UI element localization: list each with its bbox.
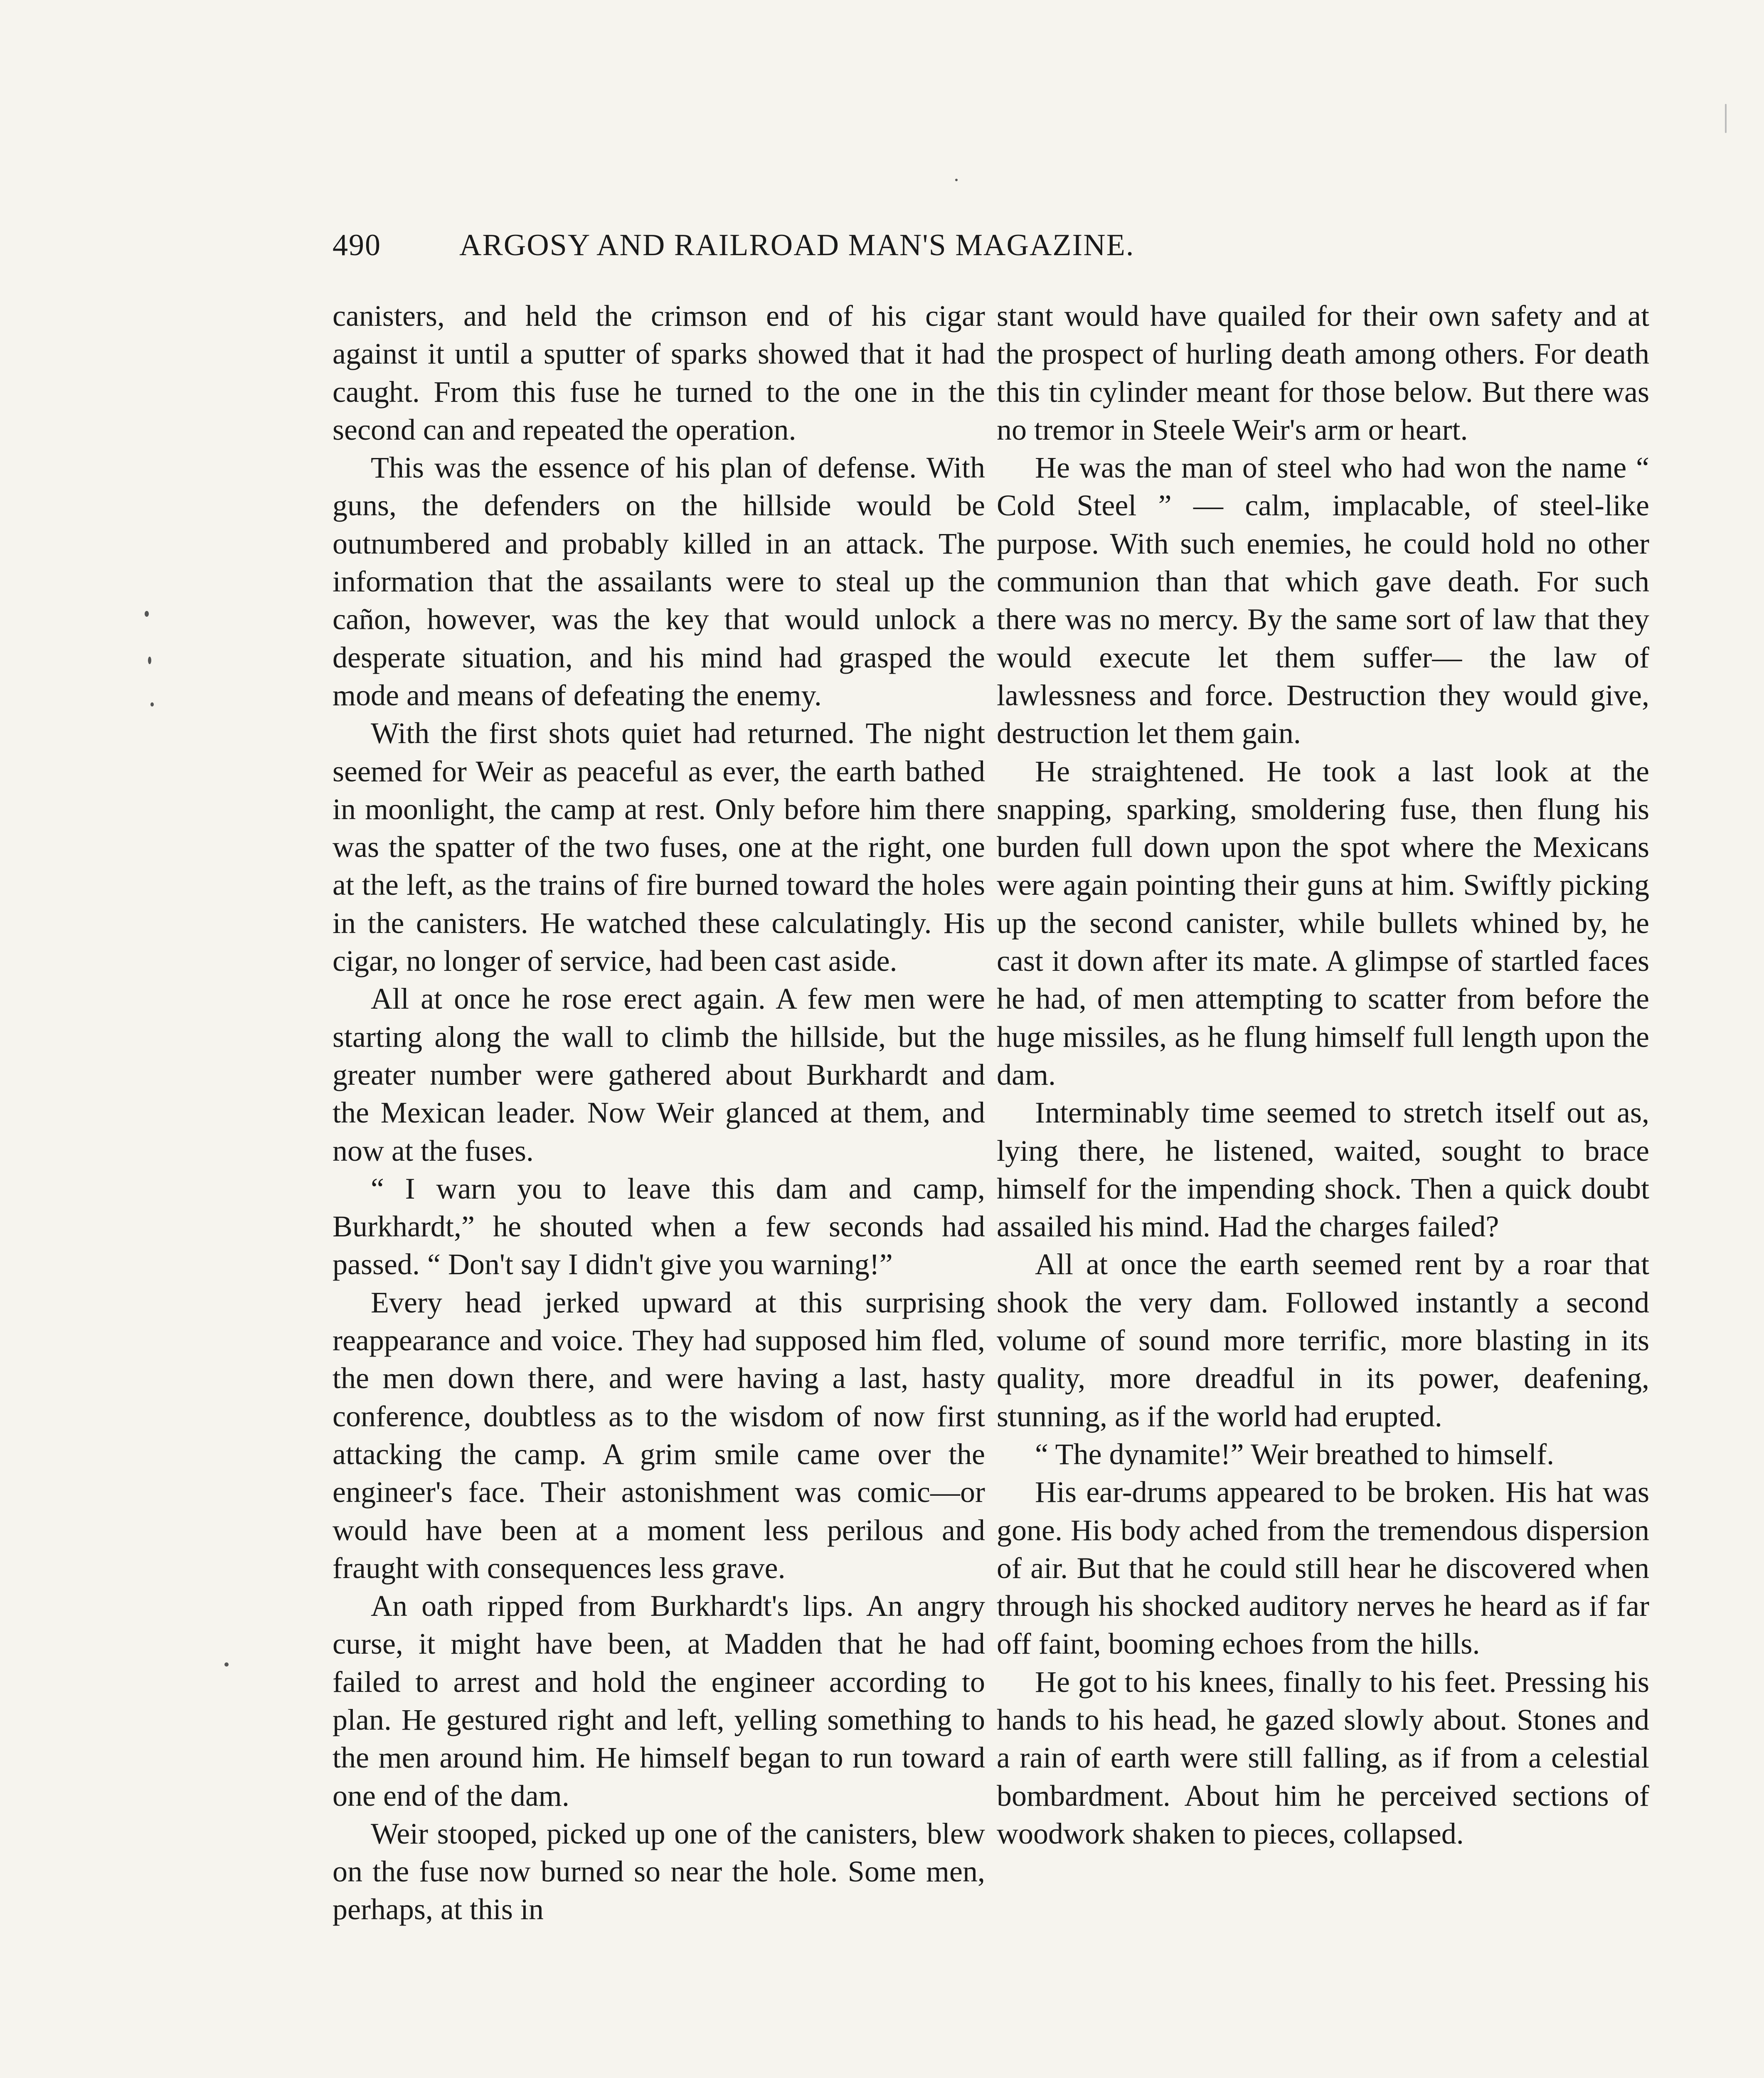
paragraph: This was the essence of his plan of defense. With guns, the defenders on the hillside would be outnumbered and probably killed in an attack. The information that the assailants were to steal up the cañon, however, was the key that would unlock a desperate situation, and his mind had grasped the mode and means of defeating the enemy. (333, 451, 985, 712)
scan-speck (145, 611, 149, 617)
page-number: 490 (333, 228, 381, 262)
paragraph: stant would have quailed for their own safety and at the prospect of hurling death among others. For death this tin cylinder meant for those below. But there was no tremor in Steele Weir's arm or heart. (997, 299, 1649, 446)
paragraph: With the first shots quiet had returned. The night seemed for Weir as peaceful as ever, the earth bathed in moonlight, the camp at rest. Only before him there was the spatter of the two fuses, one at the right, one at the left, as the trains of fire burned toward the holes in the canisters. He watched these calculatingly. His cigar, no longer of service, had been cast aside. (333, 716, 985, 978)
paragraph: “ I warn you to leave this dam and camp, Burkhardt,” he shouted when a few seconds had passed. “ Don't say I didn't give you warning!” (333, 1172, 985, 1281)
paragraph: Every head jerked upward at this surprising reappearance and voice. They had supposed him fled, the men down there, and were having a last, hasty conference, doubtless as to the wisdom of now first attacking the camp. A grim smile came over the engineer's face. Their astonishment was comic—or would have been at a moment less perilous and fraught with consequences less grave. (333, 1285, 985, 1585)
left-column (333, 297, 985, 1929)
paragraph: He straightened. He took a last look at the snapping, sparking, smoldering fuse, then flung his burden full down upon the spot where the Mexicans were again pointing their guns at him. Swiftly picking up the second canister, while bullets whined by, he cast it down after its mate. A glimpse of startled faces he had, of men attempting to scatter from before the huge missiles, as he flung himself full length upon the dam. (997, 754, 1649, 1091)
scan-speck (224, 1662, 229, 1667)
scan-speck (955, 179, 958, 181)
paragraph: All at once the earth seemed rent by a roar that shook the very dam. Followed instantly a second volume of sound more terrific, more blasting in its quality, more dreadful in its power, deafening, stunning, as if the world had erupted. (997, 1248, 1649, 1433)
scan-speck (150, 702, 154, 707)
paragraph: He was the man of steel who had won the name “ Cold Steel ” — calm, implacable, of steel-like purpose. With such enemies, he could hold no other communion than that which gave death. For such there was no mercy. By the same sort of law that they would execute let them suffer— the law of lawlessness and force. Destruction they would give, destruction let them gain. (997, 451, 1649, 750)
scan-speck (1725, 104, 1727, 133)
paragraph: His ear-drums appeared to be broken. His hat was gone. His body ached from the tremendous dispersion of air. But that he could still hear he discovered when through his shocked auditory nerves he heard as if far off faint, booming echoes from the hills. (997, 1475, 1649, 1661)
running-title: ARGOSY AND RAILROAD MAN'S MAGAZINE. (459, 228, 1135, 262)
paragraph: He got to his knees, finally to his feet. Pressing his hands to his head, he gazed slowly about. Stones and a rain of earth were still falling, as if from a celestial bombardment. About him he perceived sections of woodwork shaken to pieces, collapsed. (997, 1665, 1649, 1850)
paragraph: Interminably time seemed to stretch itself out as, lying there, he listened, waited, sought to brace himself for the impending shock. Then a quick doubt assailed his mind. Had the charges failed? (997, 1096, 1649, 1243)
paragraph: canisters, and held the crimson end of his cigar against it until a sputter of sparks showed that it had caught. From this fuse he turned to the one in the second can and repeated the operation. (333, 299, 985, 446)
paragraph: Weir stooped, picked up one of the canisters, blew on the fuse now burned so near the hole. Some men, perhaps, at this in (333, 1817, 985, 1926)
page-header (333, 228, 1397, 273)
right-column (997, 297, 1649, 1853)
scan-speck (148, 657, 151, 664)
paragraph: All at once he rose erect again. A few men were starting along the wall to climb the hillside, but the greater number were gathered about Burkhardt and the Mexican leader. Now Weir glanced at them, and now at the fuses. (333, 982, 985, 1167)
paragraph: “ The dynamite!” Weir breathed to himself. (1035, 1437, 1555, 1471)
paragraph: An oath ripped from Burkhardt's lips. An angry curse, it might have been, at Madden that he had failed to arrest and hold the engineer according to plan. He gestured right and left, yelling something to the men around him. He himself began to run toward one end of the dam. (333, 1589, 985, 1812)
